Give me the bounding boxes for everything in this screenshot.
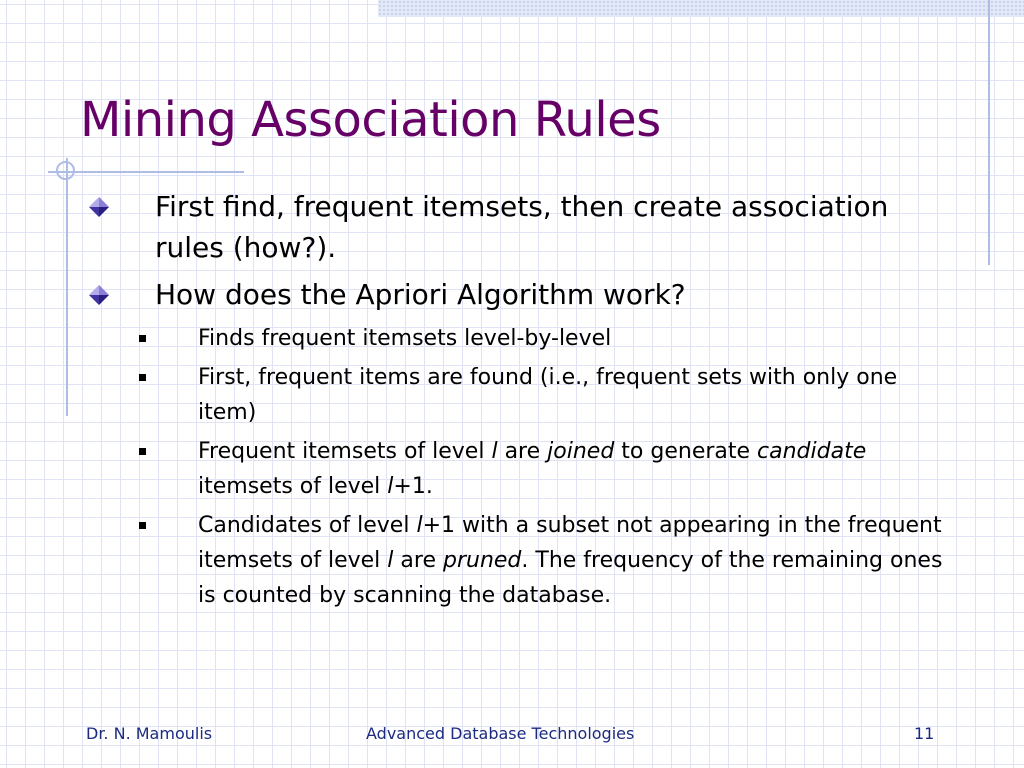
bullet-item — [0, 274, 1024, 315]
emphasis-candidate: candidate — [757, 439, 867, 464]
footer-page-number: 11 — [914, 724, 935, 743]
footer-author: Dr. N. Mamoulis — [86, 724, 213, 743]
emphasis-joined: joined — [547, 439, 615, 464]
footer-course: Advanced Database Technologies — [366, 724, 635, 743]
sub-bullet-item — [0, 508, 1024, 613]
sub-bullet-item — [0, 321, 1024, 356]
sub-bullet-item — [0, 434, 1024, 504]
text-fragment: Candidates of level — [198, 513, 417, 538]
text-fragment: to generate — [614, 439, 758, 464]
sub-bullet-text — [198, 513, 942, 608]
bullet-item — [0, 186, 1024, 268]
sub-bullet-text: Finds frequent itemsets level-by-level — [198, 326, 612, 351]
text-fragment: itemsets of level — [198, 474, 388, 499]
text-fragment: are — [497, 439, 548, 464]
variable-l: l — [387, 548, 394, 573]
square-bullet-icon — [139, 374, 146, 381]
text-fragment: . The frequency of the remaining ones is counted by scanning the database. — [198, 548, 943, 608]
variable-l: l — [416, 513, 423, 538]
diamond-bullet-icon — [88, 196, 110, 218]
square-bullet-icon — [139, 522, 146, 529]
diamond-bullet-icon — [88, 284, 110, 306]
variable-l: l — [387, 474, 394, 499]
decorative-circle — [56, 161, 75, 180]
text-fragment: are — [393, 548, 443, 573]
text-fragment: Frequent itemsets of level — [198, 439, 492, 464]
sub-bullet-text — [198, 439, 866, 499]
title-underline — [48, 171, 244, 173]
square-bullet-icon — [139, 448, 146, 455]
header-band — [378, 0, 1024, 17]
slide-content — [0, 186, 1024, 617]
text-fragment: +1 with a subset not appearing in the frequent itemsets of level — [198, 513, 942, 573]
variable-l: l — [491, 439, 498, 464]
slide-title: Mining Association Rules — [80, 92, 661, 148]
sub-bullet-item — [0, 360, 1024, 430]
bullet-text: First find, frequent itemsets, then create association rules (how?). — [155, 190, 889, 264]
bullet-text: How does the Apriori Algorithm work? — [155, 278, 686, 311]
text-fragment: +1. — [393, 474, 433, 499]
sub-bullet-text: First, frequent items are found (i.e., frequent sets with only one item) — [198, 365, 898, 425]
square-bullet-icon — [139, 335, 146, 342]
emphasis-pruned: pruned — [443, 548, 522, 573]
